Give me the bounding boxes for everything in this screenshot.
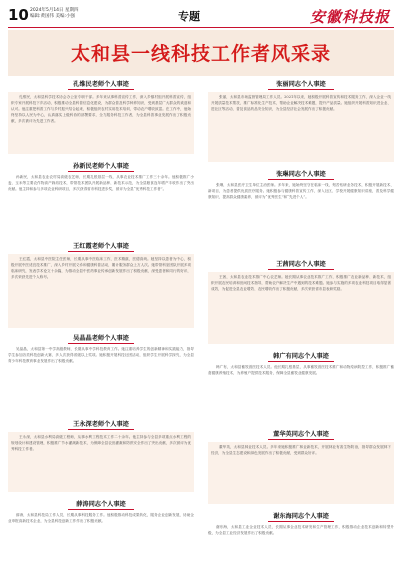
- article: [208, 512, 394, 576]
- article-title: 张琳同志个人事迹: [276, 171, 326, 178]
- banner: [8, 30, 394, 76]
- article: [208, 260, 394, 344]
- article: [208, 430, 394, 504]
- title-rule: [268, 89, 334, 90]
- article-body: 韩广有，太和县畜牧兽医技术人员。他长期扎根基层，从事畜牧兽医技术推广和动物疫病防控工作，积极推广畜禽健康养殖技术，为养殖户提供技术服务，保障全县畜牧业健康发展。: [208, 365, 394, 375]
- article-title: 董华英同志个人事迹: [273, 431, 329, 438]
- title-rule: [68, 251, 134, 252]
- article-body: 孙新民，太和县农业农村局高级农艺师，长期扎根基层一线，从事农业技术推广工作三十余年。他积极推广小麦、玉米等主要农作物高产栽培技术，带领技术团队开展新品种、新技术示范，为全县粮食连年增产丰收作出了突出贡献。他主持和参与多项农业科研项目，多次获得省市科技进步奖，被评为全县“优秀科技工作者”。: [8, 175, 194, 191]
- article-title: 吴晶晶老师个人事迹: [73, 335, 129, 342]
- newspaper-logo: 安徽科技报: [309, 8, 390, 26]
- article-body: 王茜，太和县农业技术推广中心农艺师。她长期从事农业技术推广工作，积极推广农业新品种、新技术，组织开展农民培训和田间技术指导，帮助农户解决生产中遇到的技术难题。她参与实施的多项农业科技项目取得显著成效，为促进全县农业增效、农民增收作出了积极贡献，多次荣获省市县表彰奖励。: [208, 272, 394, 344]
- article: [8, 500, 194, 566]
- article-body: 王红霞，太和县中医院主任医师，长期从事中医临床工作，医术精湛，医德高尚。她坚持以患者为中心，积极开展中医适宜技术推广，深入乡村开展义诊和健康科普活动，累计服务群众上万人次。她带领科室团队开展多项临床研究，发表学术论文十余篇，为推动全县中医药事业传承创新发展作出了积极贡献，深受患者和同行的好评，多次荣获先进个人称号。: [8, 254, 194, 328]
- article-body: 吴晶晶，太和县第一中学高级教师，长期从事中学科技教育工作。她注重培养学生的创新精神和实践能力，指导学生参加各类科技创新大赛，多人次获得省级以上奖项。她积极开展科技社团活动，组织学生开展科学探究，为全县青少年科技教育事业发展作出了积极贡献。: [8, 347, 194, 363]
- article: [8, 242, 194, 328]
- article-title: 王红霞老师个人事迹: [73, 243, 129, 250]
- title-rule: [268, 361, 334, 362]
- article-title: 薛涛同志个人事迹: [76, 501, 126, 508]
- article-body: 王永深，太和县水利局高级工程师，从事水利工程技术工作二十余年。他主持参与全县多项重点水利工程的规划设计和建设管理，积极推广节水灌溉新技术，为保障全县农田灌溉和防汛安全作出了突出贡献，多次被评为优秀科技工作者。: [8, 432, 194, 492]
- date-line-1: 2024年5月14日 星期四: [30, 8, 79, 13]
- article: [208, 80, 394, 162]
- article-title: 韩广有同志个人事迹: [273, 353, 329, 360]
- article-body: 张丽，太和县市场监督管理局工作人员。2021年以来，她积极开展科普宣传和技术服务工作，深入企业一线开展质量技术帮扶，推广标准化生产技术，帮助企业解决技术难题，提升产品质量。她组织开展科普知识进企业、进社区等活动，普及食品药品安全知识，为全县经济社会发展作出了积极贡献。: [208, 92, 394, 162]
- title-rule: [68, 171, 134, 172]
- title-rule: [268, 521, 334, 522]
- article-body: 张琳，太和县医疗卫生单位主治医师。多年来，她始终坚守在临床一线，刻苦钻研业务技术，积极开展新技术、新项目，为患者提供优质医疗服务。她积极参与健康科普宣传工作，深入社区、学校开展健康知识讲座，普及科学健康知识，提高群众健康素养，被评为“优秀医生”和“先进个人”。: [208, 183, 394, 199]
- date-line-2: 编辑:黄国伟 美编:小强: [30, 14, 75, 19]
- article: [8, 420, 194, 492]
- article-body: 孔维民，太和县科学技术协会办公室专职干部。多年来从事科普宣传工作，深入乡镇村组开展科普宣传，组织专家开展科技下乡活动，积极推动全县科普信息化建设，为群众普及科学种养知识，受到基层广大群众的欢迎和认可。他注重把科普工作与乡村振兴结合起来，积极组织农村实用技术培训，带动农户增收致富。在工作中，他始终坚持以人民为中心，认真落实上级科协的部署要求，全力服务科技工作者，为全县科普事业发展作出了积极贡献，多次被评为先进工作者。: [8, 92, 194, 154]
- title-rule: [268, 269, 334, 270]
- article: [8, 334, 194, 412]
- article-title: 王茜同志个人事迹: [276, 261, 326, 268]
- article: [208, 352, 394, 422]
- title-rule: [68, 509, 134, 510]
- article: [208, 170, 394, 252]
- title-rule: [68, 89, 134, 90]
- article: [8, 80, 194, 154]
- title-rule: [68, 429, 134, 430]
- article-title: 张丽同志个人事迹: [276, 81, 326, 88]
- section-label: 专题: [178, 10, 200, 23]
- article-title: 谢东海同志个人事迹: [273, 513, 329, 520]
- date-line: [30, 8, 78, 20]
- article-body: 薛涛，太和县科技局工作人员，长期从事科技服务工作。他积极推动科技成果转化，服务企业创新发展，协助企业申报高新技术企业，为全县科技创新工作作出了积极贡献。: [8, 513, 194, 523]
- title-rule: [268, 179, 334, 180]
- article-body: 董华英，太和县林业技术人员。多年来她积极推广林业新技术，开展林业有害生物防治，指导群众发展林下经济，为全县生态建设和绿色发展作出了积极贡献，受到群众好评。: [208, 442, 394, 504]
- title-rule: [68, 343, 134, 344]
- page-number: 10: [8, 6, 29, 24]
- title-rule: [268, 439, 334, 440]
- article: [8, 162, 194, 234]
- page-title: 太和县一线科技工作者风采录: [70, 43, 331, 65]
- article-title: 孙新民老师个人事迹: [73, 163, 129, 170]
- article-body: 谢东海，太和县工业企业技术人员，长期从事企业技术研发和生产管理工作，积极推动企业技术创新和转型升级，为全县工业经济发展作出了积极贡献。: [208, 525, 394, 535]
- article-title: 王永深老师个人事迹: [73, 421, 129, 428]
- article-title: 孔维民老师个人事迹: [73, 81, 129, 88]
- masthead: [8, 6, 394, 28]
